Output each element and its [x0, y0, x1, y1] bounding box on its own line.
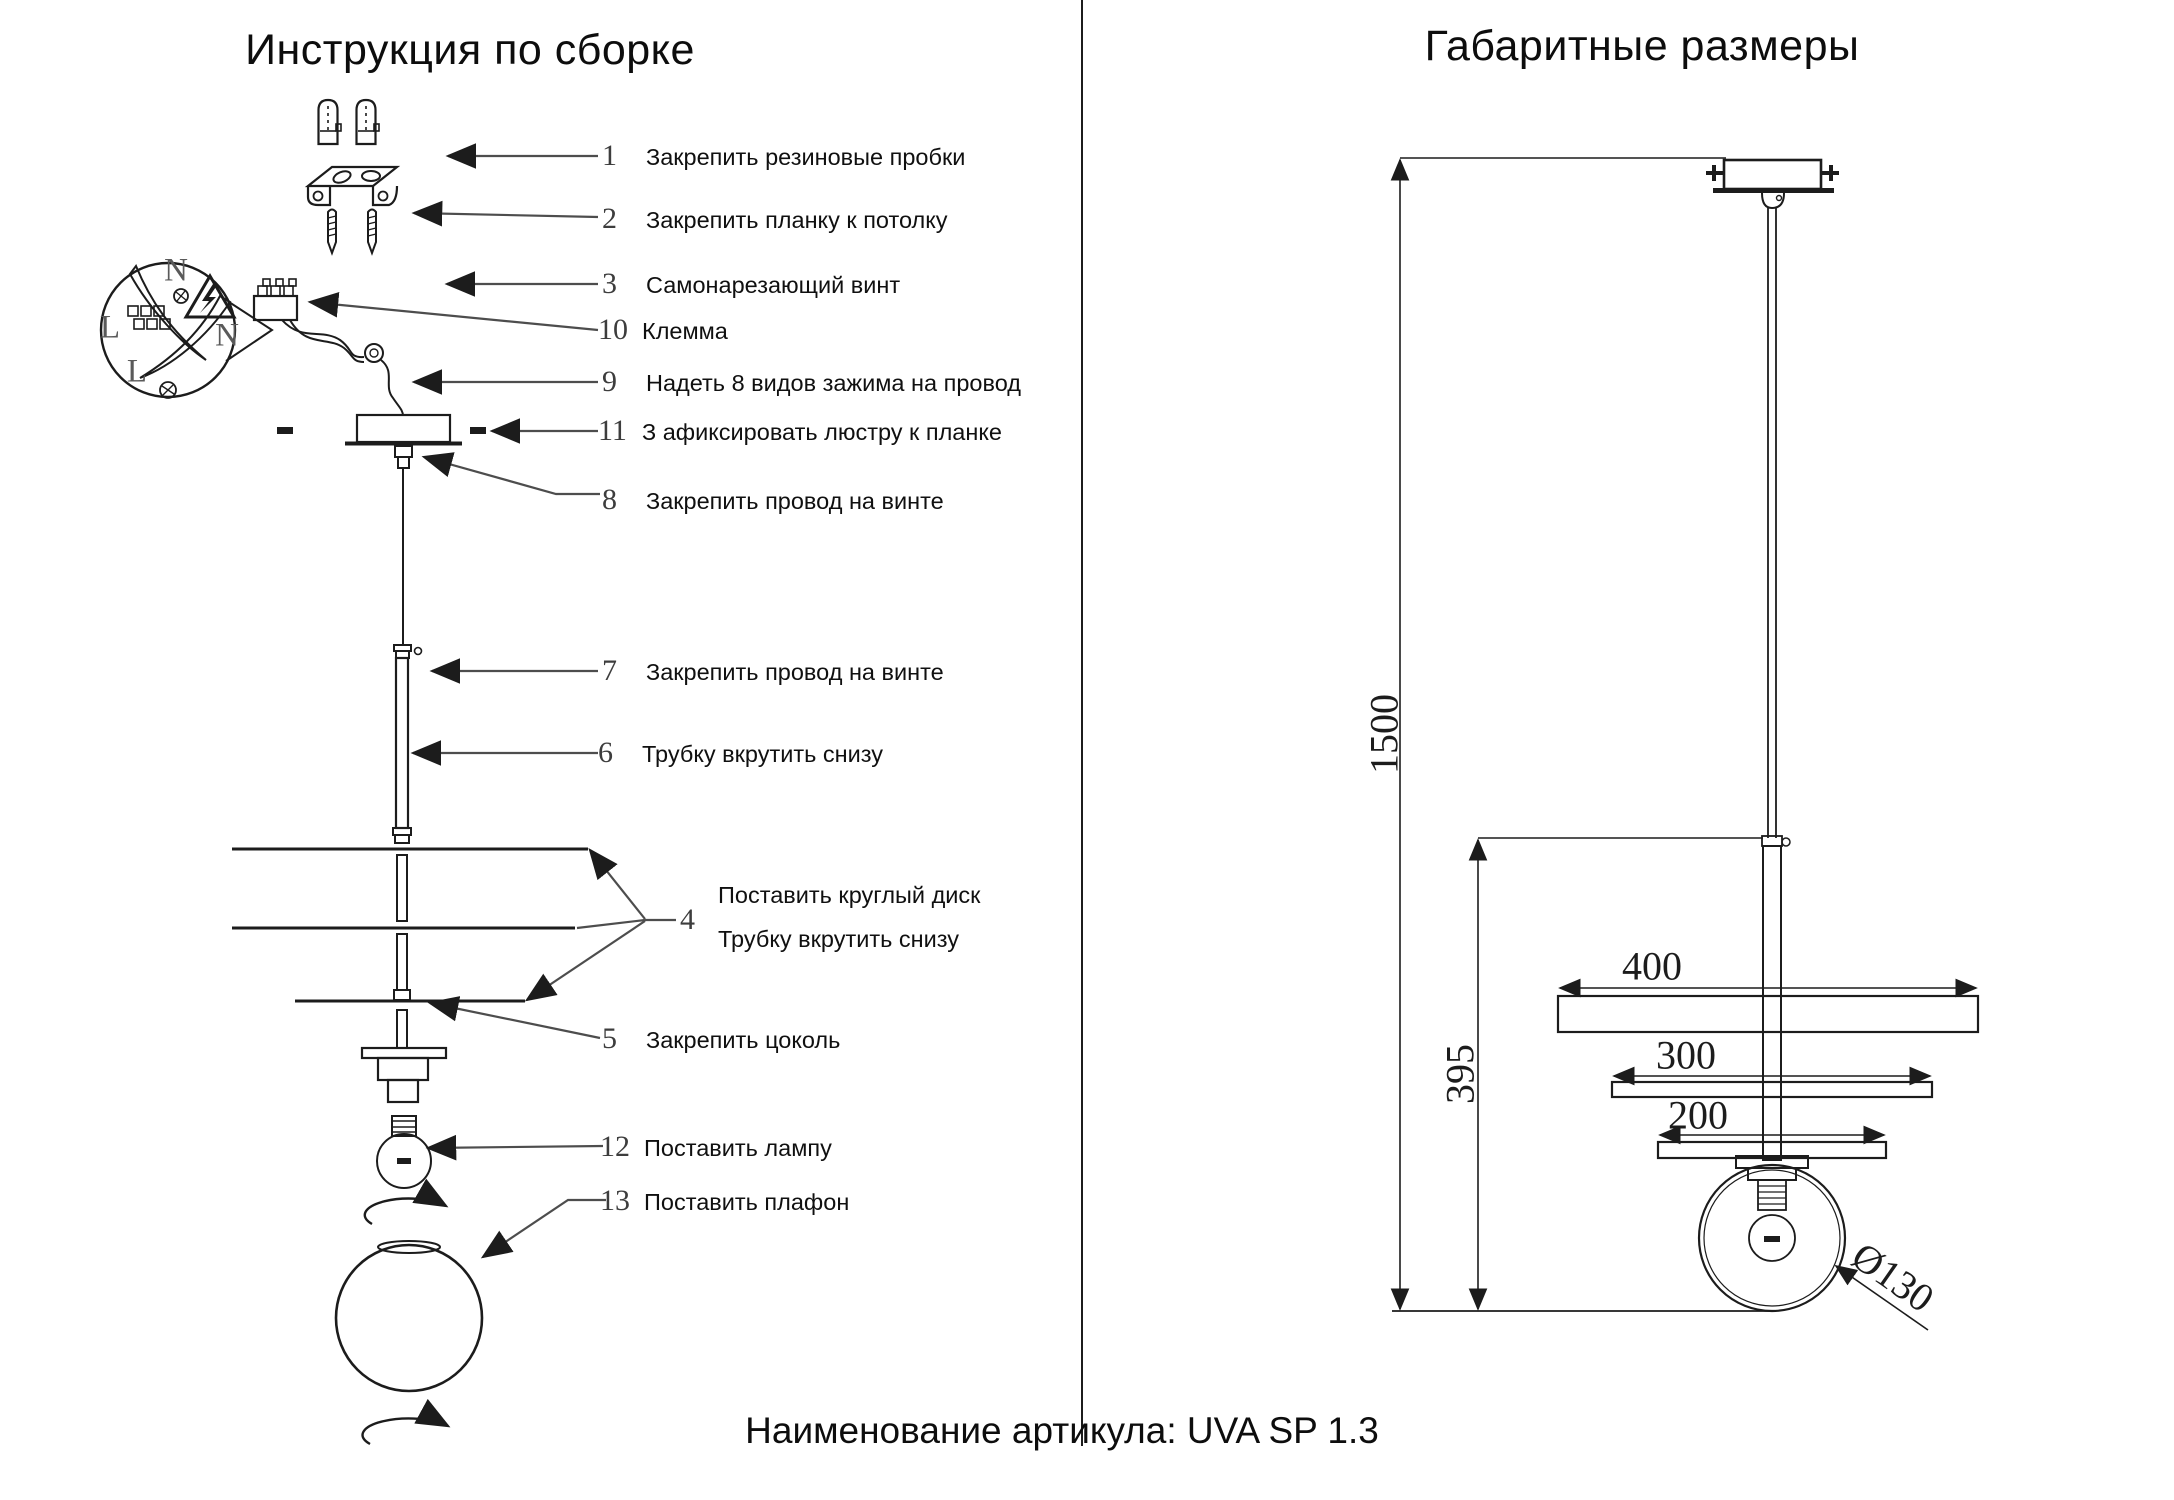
- step-row-3: 3 Самонарезающий винт: [602, 267, 901, 300]
- fix-bolt-right: [470, 427, 486, 434]
- fix-bolt-left: [277, 427, 293, 434]
- plafond-icon: [336, 1241, 482, 1391]
- wiring-label-n-top: N: [164, 252, 188, 289]
- ceiling-mount: [1706, 160, 1839, 208]
- step-row-6: 6 Трубку вкрутить снизу: [598, 736, 884, 769]
- rotate-arrow-bottom: [363, 1418, 448, 1444]
- leader-step-13: [483, 1200, 606, 1257]
- screw-icons: [328, 210, 376, 254]
- wiring-label-n-right: N: [215, 317, 239, 354]
- step-row-5: 5 Закрепить цоколь: [602, 1022, 841, 1055]
- disks: [1558, 996, 1978, 1158]
- step-row-8: 8 Закрепить провод на винте: [602, 483, 944, 516]
- dim-label-1500: 1500: [1361, 694, 1407, 774]
- dim-label-diameter: Ø130: [1843, 1233, 1943, 1321]
- dim-label-395: 395: [1437, 1044, 1483, 1104]
- step-row-1: 1 Закрепить резиновые пробки: [602, 139, 966, 172]
- tube-icon: [393, 645, 422, 843]
- leader-step-4: [527, 850, 676, 1000]
- left-panel-title: Инструкция по сборке: [245, 26, 695, 74]
- wire-clamp-icon: [282, 320, 403, 416]
- step-4-text-1: Поставить круглый диск: [718, 882, 981, 908]
- right-panel-title: Габаритные размеры: [1424, 22, 1860, 70]
- canopy-plate: [1713, 188, 1834, 193]
- step-row-12: 12 Поставить лампу: [600, 1130, 832, 1163]
- disk-400: [1558, 996, 1978, 1032]
- bulb-in-sphere: [1749, 1215, 1795, 1261]
- disk-edge-lines: [232, 849, 588, 1001]
- leader-step-8: [424, 457, 600, 494]
- screw-hole-icon: [415, 648, 422, 655]
- leader-step-10: [310, 302, 598, 330]
- step-row-2: 2 Закрепить планку к потолку: [602, 202, 948, 235]
- canopy-icon: [277, 415, 486, 468]
- leader-step-12: [428, 1146, 603, 1148]
- step-row-13: 13 Поставить плафон: [600, 1184, 850, 1217]
- dim-label-400: 400: [1622, 943, 1682, 989]
- bulb-icon: [377, 1116, 431, 1188]
- dim-label-300: 300: [1656, 1032, 1716, 1078]
- mounting-bracket-icon: [308, 167, 397, 205]
- step-row-9: 9 Надеть 8 видов зажима на провод: [602, 365, 1021, 398]
- wall-plug-icons: [319, 100, 380, 144]
- lower-tube: [1763, 846, 1781, 1160]
- terminal-pins: [128, 306, 170, 329]
- dim-label-200: 200: [1668, 1092, 1728, 1138]
- pendant-rod: [1762, 208, 1790, 846]
- step-4-text-2: Трубку вкрутить снизу: [718, 926, 960, 952]
- step-row-10: 10 Клемма: [598, 313, 728, 346]
- leader-step-2: [414, 213, 598, 217]
- wiring-label-l-bottom: L: [126, 353, 148, 390]
- rotate-arrow-top: [365, 1199, 446, 1224]
- wiring-label-l-left: L: [99, 309, 121, 346]
- left-diagram: [101, 100, 676, 1444]
- dimension-lines: [1400, 160, 1976, 1330]
- step-row-4: 4: [680, 903, 695, 936]
- disk-300: [1612, 1082, 1932, 1097]
- terminal-block-icon: [254, 279, 297, 320]
- article-caption: Наименование артикула: UVA SP 1.3: [745, 1410, 1379, 1451]
- right-diagram: [1392, 158, 1978, 1330]
- socket-icon: [362, 1010, 446, 1102]
- step-row-11: 11 З афиксировать люстру к планке: [598, 414, 1002, 447]
- step-row-7: 7 Закрепить провод на винте: [602, 654, 944, 687]
- leader-step-5: [430, 1003, 600, 1038]
